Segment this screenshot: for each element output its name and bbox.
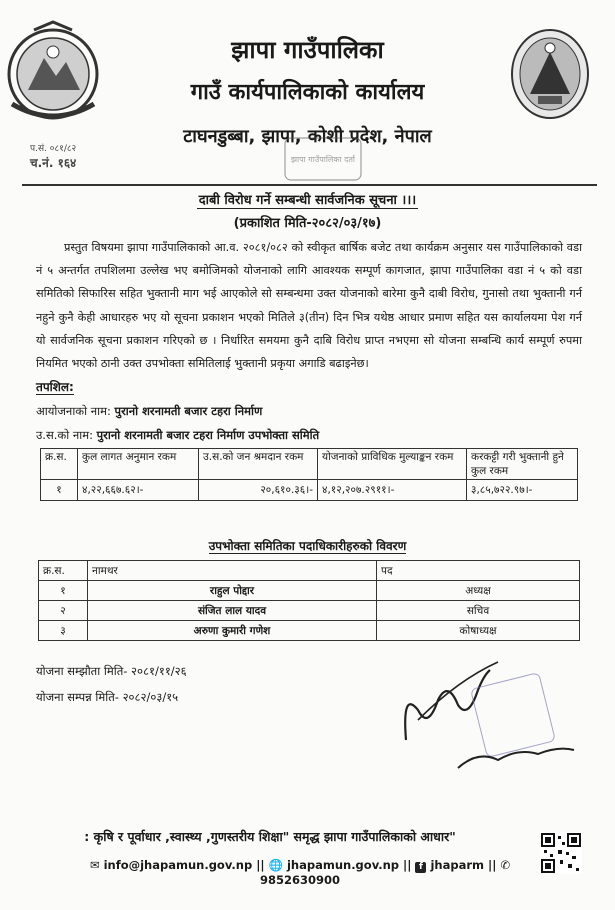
footer-motto: : कृषि र पूर्वाधार ,स्वास्थ्य ,गुणस्तरीय शिक्षा" समृद्ध झापा गाउँपालिकाको आधार"	[84, 829, 456, 844]
office-address: टाघनडुब्बा, झापा, कोशी प्रदेश, नेपाल	[183, 126, 432, 147]
table-row	[41, 480, 578, 501]
officials-table	[38, 560, 580, 641]
published-date: (प्रकाशित मिति-२०८२/०३/१७)	[233, 216, 382, 231]
table-row	[39, 621, 580, 641]
cost-table-header	[41, 449, 578, 480]
globe-icon: 🌐	[268, 858, 283, 872]
officials-header-post: पद	[377, 561, 580, 581]
reference-block	[30, 142, 76, 170]
notice-body-text: प्रस्तुत विषयमा झापा गाउँपालिकाको आ.व. २०८१/०८२ को स्वीकृत बार्षिक बजेट तथा कार्यक्रम अनुसार यस गाउँपालिकाको वडा नं ५ अन्तर्गत तपशिलमा उल्लेख भए बमोजिमको योजनाको लागि आवश्यक सम्पूर्ण कागजात, झापा गाउँपालिका वडा नं ५ को वडा समितिको सिफारिस सहित भुक्तानी माग भई आएकोले सो सम्बन्धमा उक्त योजनाको बारेमा कुनै दाबी विरोध, गुनासो तथा भुक्तानी गर्न नहुने कुनै केही आधारहरु भए यो सूचना प्रकाशन भएको मितिले ३(तीन) दिन भित्र यथेष्ठ आधार प्रमाण सहित यस कार्यालयमा पेश गर्न यो सार्वजनिक सूचना प्रकाशन गरिएको छ । निर्धारित समयमा कुनै दाबि विरोध प्राप्त नभएमा सो योजना सम्बन्धि कार्य सम्पूर्ण रुपमा नियमित भएको ठानी उक्त उपभोक्ता समितिलाई भुक्तानी प्रकृया अगाडि बढाइनेछ।	[36, 241, 582, 371]
phone-icon: ✆	[500, 858, 511, 872]
reference-number: प.सं. ०८१/८२	[30, 144, 77, 154]
details-label: तपशिल:	[36, 380, 74, 394]
notice-title: दाबी विरोध गर्ने सम्बन्धी सार्वजनिक सूचना ।।।	[198, 193, 417, 208]
official-sn: २	[39, 601, 88, 621]
stamp-text: झापा गाउँपालिका दर्ता	[291, 155, 355, 164]
footer-website[interactable]: jhapamun.gov.np	[286, 858, 400, 872]
office-name: झापा गाउँपालिका	[231, 36, 384, 64]
official-post: सचिव	[377, 601, 580, 621]
official-post: अध्यक्ष	[377, 581, 580, 601]
registration-stamp	[283, 136, 363, 182]
project-line	[36, 404, 262, 419]
footer-contact: ✉ info@jhapamun.gov.np || 🌐 jhapamun.gov.np || f jhaparm || ✆ 9852630900	[89, 858, 511, 887]
office-subtitle: गाउँ कार्यपालिकाको कार्यालय	[190, 80, 425, 105]
notice-body	[36, 236, 582, 375]
cost-header-payable: करकट्टी गरी भुक्तानी हुने कुल रकम	[467, 449, 578, 480]
facebook-icon: f	[415, 862, 426, 873]
cost-table	[40, 448, 578, 501]
official-sn: १	[39, 581, 88, 601]
project-name: पुरानो शरनामती बजार टहरा निर्माण	[114, 404, 263, 418]
table-row	[39, 581, 580, 601]
cost-header-technical: योजनाको प्राविधिक मुल्याङ्कन रकम	[318, 449, 467, 480]
cost-cell-technical: ४,१२,२०७.२९११।-	[318, 480, 467, 501]
dispatch-number: च.नं. १६४	[30, 156, 77, 170]
cost-header-sn: क्र.स.	[41, 449, 78, 480]
officials-title: उपभोक्ता समितिका पदाधिकारीहरुको विवरण	[208, 539, 407, 553]
officials-header-sn: क्र.स.	[39, 561, 88, 581]
committee-name: पुरानो शरनामती बजार टहरा निर्माण उपभोक्ता समिति	[96, 428, 320, 442]
project-label: आयोजनाको नाम:	[36, 404, 111, 418]
official-name: राहुल पोद्दार	[88, 581, 377, 601]
official-name: अरुणा कुमारी गणेश	[88, 621, 377, 641]
cost-header-total-estimate: कुल लागत अनुमान रकम	[78, 449, 199, 480]
cost-cell-payable: ३,८५,७२२.९७।-	[467, 480, 578, 501]
official-name: संजित लाल यादव	[88, 601, 377, 621]
committee-line	[36, 428, 319, 443]
cost-cell-total-estimate: ४,२२,६६७.६२।-	[78, 480, 199, 501]
footer-email[interactable]: info@jhapamun.gov.np	[103, 858, 253, 872]
official-post: कोषाध्यक्ष	[377, 621, 580, 641]
committee-label: उ.स.को नाम:	[36, 428, 93, 442]
cost-cell-labor: २०,६१०.३६।-	[199, 480, 318, 501]
official-sn: ३	[39, 621, 88, 641]
officials-header-name: नामथर	[88, 561, 377, 581]
qr-code-icon	[540, 832, 582, 874]
signature-stamp	[398, 650, 578, 780]
officials-table-header	[39, 561, 580, 581]
footer-phone[interactable]: 9852630900	[259, 873, 341, 887]
mail-icon: ✉	[89, 858, 100, 872]
completion-date: योजना सम्पन्न मिति- २०८२/०३/१५	[36, 690, 179, 704]
cost-cell-sn: १	[41, 480, 78, 501]
table-row	[39, 601, 580, 621]
agreement-date: योजना सम्झौता मिति- २०८१/११/२६	[36, 664, 187, 678]
cost-header-labor: उ.स.को जन श्रमदान रकम	[199, 449, 318, 480]
footer-facebook[interactable]: jhaparm	[430, 858, 485, 872]
header-divider	[22, 184, 597, 186]
